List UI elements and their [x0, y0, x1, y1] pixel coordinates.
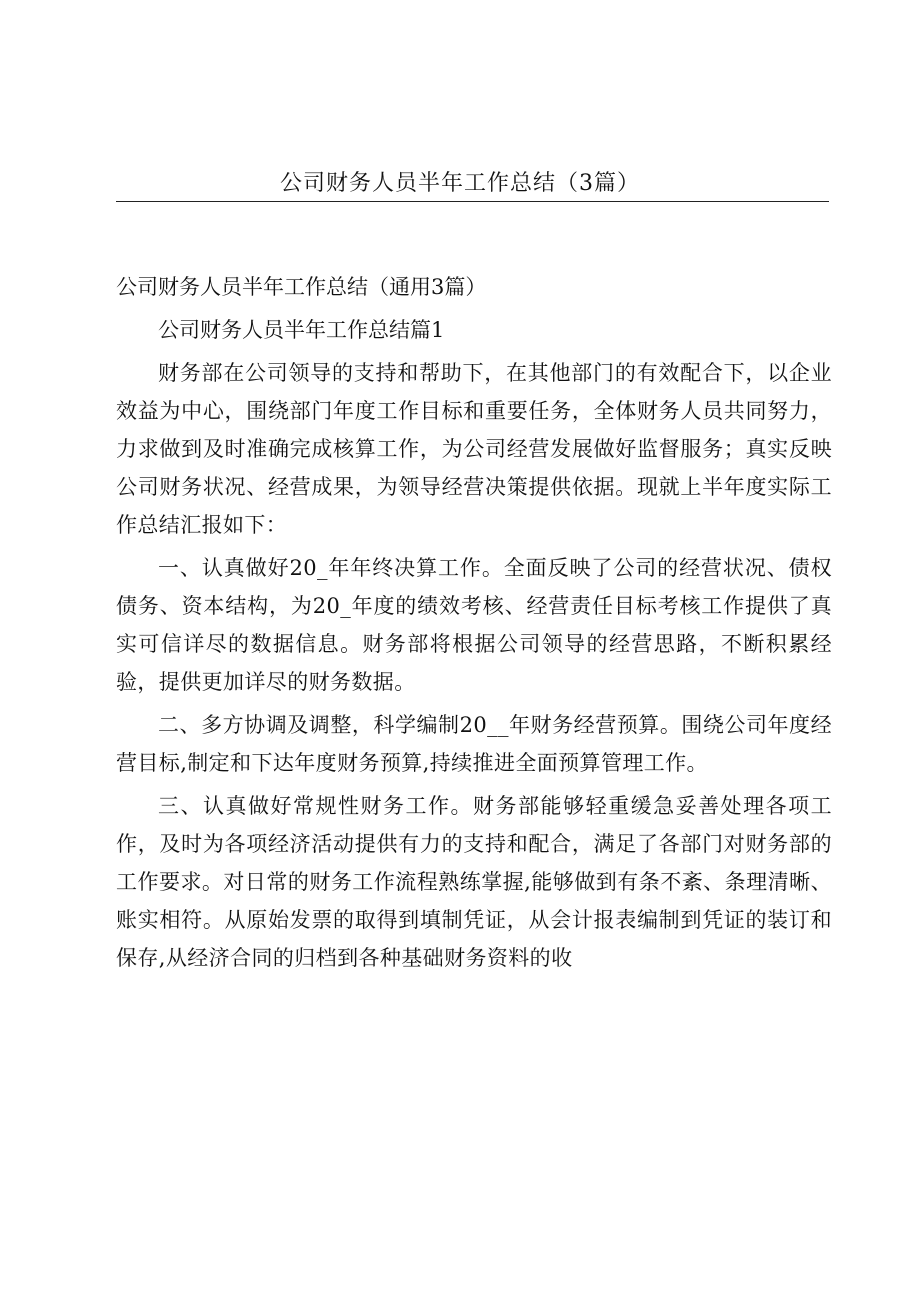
paragraph-item-3: 三、认真做好常规性财务工作。财务部能够轻重缓急妥善处理各项工作，及时为各项经济活动提供有力的支持和配合，满足了各部门对财务部的工作要求。对日常的财务工作流程熟练掌握,能够做到有条不紊、条理清晰、账实相符。从原始发票的取得到填制凭证，从会计报表编制到凭证的装订和保存,从经济合同的归档到各种基础财务资料的收	[116, 794, 832, 970]
section-heading: 公司财务人员半年工作总结篇1	[158, 318, 445, 342]
paragraph-intro: 财务部在公司领导的支持和帮助下，在其他部门的有效配合下，以企业效益为中心，围绕部门年度工作目标和重要任务，全体财务人员共同努力，力求做到及时准确完成核算工作，为公司经营发展做好监督服务；真实反映公司财务状况、经营成果，为领导经营决策提供依据。现就上半年度实际工作总结汇报如下：	[116, 361, 832, 537]
document-body	[116, 268, 832, 982]
paragraph-item-1: 一、认真做好20_年年终决算工作。全面反映了公司的经营状况、债权债务、资本结构，为20_年度的绩效考核、经营责任目标考核工作提供了真实可信详尽的数据信息。财务部将根据公司领导的经营思路，不断积累经验，提供更加详尽的财务数据。	[116, 556, 832, 694]
title-underline	[116, 201, 829, 202]
document-subtitle: 公司财务人员半年工作总结（通用3篇）	[116, 275, 487, 299]
paragraph-item-2: 二、多方协调及调整，科学编制20__年财务经营预算。围绕公司年度经营目标,制定和下达年度财务预算,持续推进全面预算管理工作。	[116, 713, 832, 775]
document-title: 公司财务人员半年工作总结（3篇）	[280, 171, 640, 196]
